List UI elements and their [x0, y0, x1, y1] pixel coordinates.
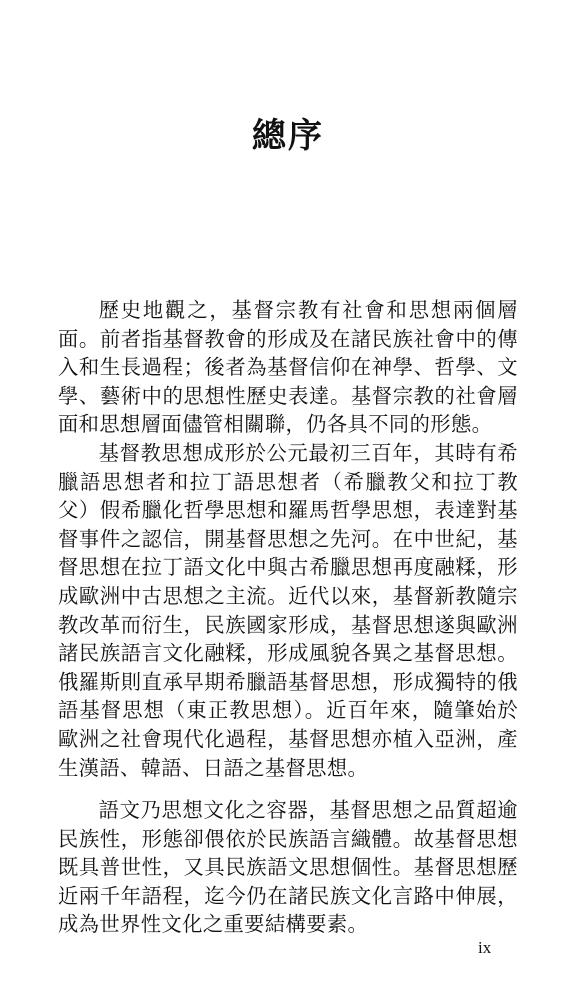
paragraph-spacer: [58, 782, 518, 796]
paragraph-1: 歷史地觀之，基督宗教有社會和思想兩個層面。前者指基督教會的形成及在諸民族社會中的傳入和生長過程；後者為基督信仰在神學、哲學、文學、藝術中的思想性歷史表達。基督宗教的社會層面和思想層面儘管相關聯，仍各具不同的形態。: [58, 298, 518, 437]
preface-body: [58, 296, 518, 939]
paragraph-2: 基督教思想成形於公元最初三百年，其時有希臘語思想者和拉丁語思想者（希臘教父和拉丁教父）假希臘化哲學思想和羅馬哲學思想，表達對基督事件之認信，開基督思想之先河。在中世紀，基督思想在拉丁語文化中與古希臘思想再度融糅，形成歐洲中古思想之主流。近代以來，基督新教隨宗教改革而衍生，民族國家形成，基督思想遂與歐洲諸民族語言文化融糅，形成風貌各異之基督思想。俄羅斯則直承早期希臘語基督思想，形成獨特的俄語基督思想（東正教思想）。近百年來，隨肇始於歐洲之社會現代化過程，基督思想亦植入亞洲，產生漢語、韓語、日語之基督思想。: [58, 440, 518, 780]
page-number: ix: [478, 938, 492, 957]
paragraph-3: 語文乃思想文化之容器，基督思想之品質超逾民族性，形態卻偎依於民族語言織體。故基督思想既具普世性，又具民族語文思想個性。基督思想歷近兩千年語程，迄今仍在諸民族文化言路中伸展，成為世界性文化之重要結構要素。: [58, 798, 518, 937]
page-title: 總序: [252, 116, 324, 156]
